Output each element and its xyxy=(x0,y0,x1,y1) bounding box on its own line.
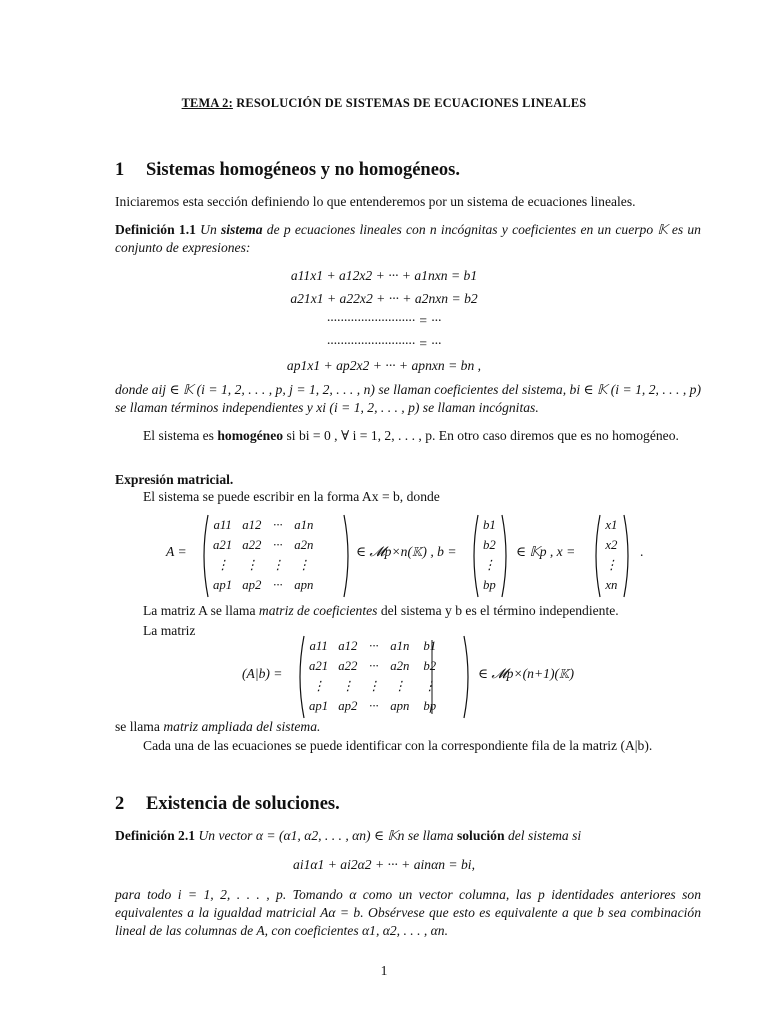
equation-system xyxy=(0,265,768,378)
vector-cell: ⋮ xyxy=(605,558,618,572)
definition-1-1-text-a: Un xyxy=(195,222,221,237)
vector-cell: b2 xyxy=(483,538,496,552)
matrix-cell: a11 xyxy=(309,639,328,653)
section-2-number: 2 xyxy=(115,794,125,814)
document-header xyxy=(0,95,768,111)
vector-b-space: ∈ 𝕂p , x = xyxy=(516,544,576,559)
matrix-cell: ⋮ xyxy=(423,679,437,693)
matrix-cell: ··· xyxy=(273,578,283,592)
matrix-cell: a12 xyxy=(242,518,262,532)
matrix-cell: a12 xyxy=(338,639,358,653)
matrix-cell: apn xyxy=(390,699,410,713)
section-1-heading xyxy=(115,158,460,182)
equation-line: a11x1 + a12x2 + ··· + a1nxn = b1 xyxy=(290,268,478,283)
definition-1-1-bold: sistema xyxy=(220,222,263,237)
augmented-space: ∈ 𝓜p×(n+1)(𝕂) xyxy=(478,666,574,681)
equation-line: a21x1 + a22x2 + ··· + a2nxn = b2 xyxy=(290,290,478,306)
vector-cell: b1 xyxy=(483,518,496,532)
matrix-cell: ap2 xyxy=(242,578,262,592)
matrix-cell: ⋮ xyxy=(245,558,259,572)
matrix-cell: ⋮ xyxy=(312,679,325,693)
matrix-cell: ap1 xyxy=(309,699,329,713)
matrix-cell: a11 xyxy=(213,518,232,532)
ampliada-line xyxy=(115,718,701,736)
matrix-cell: ··· xyxy=(369,659,379,673)
matrix-cell: ap2 xyxy=(338,699,358,713)
definition-2-1-continuation: para todo i = 1, 2, . . . , p. Tomando α como un vector columna, las p identidades anteriores son equivalentes a la igualdad matricial Aα = b. Obsérvese que esto es equivalente a que b sea combinación lineal de las columnas de A, con coeficientes α1, α2, . . . , αn. xyxy=(115,887,701,938)
matrix-cell: bp xyxy=(423,699,437,713)
matrix-a-space: ∈ 𝓜p×n(𝕂) , b = xyxy=(356,544,457,559)
matrix-cell: ⋮ xyxy=(297,558,311,572)
section-2-title: Existencia de soluciones. xyxy=(146,794,340,814)
matrix-a-label: A = xyxy=(166,544,187,559)
page-number: 1 xyxy=(380,963,388,978)
ampliada-italic: matriz ampliada del sistema. xyxy=(163,719,321,734)
matrix-cell: a1n xyxy=(294,518,314,532)
matrix-cell: ··· xyxy=(369,699,379,713)
definition-1-1 xyxy=(115,221,701,257)
matrix-cell: ··· xyxy=(273,518,283,532)
matrix-cell: a2n xyxy=(390,659,410,673)
matricial-heading: Expresión matricial. xyxy=(115,472,234,487)
vector-cell: ⋮ xyxy=(483,558,496,572)
solution-equation: ai1α1 + ai2α2 + ··· + ainαn = bi, xyxy=(293,857,475,872)
definition-1-1-text-b: de p ecuaciones lineales con n incógnitas y coeficientes en un cuerpo 𝕂 es un conjunto de expresiones: xyxy=(115,222,701,255)
matrix-cell: b1 xyxy=(423,639,437,653)
coefficient-paragraph xyxy=(115,602,701,620)
matrix-cell: apn xyxy=(294,578,314,592)
definition-1-1-label: Definición 1.1 xyxy=(115,222,196,237)
matrix-cell: a21 xyxy=(309,659,329,673)
coefficient-text-b: del sistema y b es el término independiente. xyxy=(377,603,619,618)
matrix-cell: ··· xyxy=(369,639,379,653)
section-2-heading xyxy=(115,792,340,816)
definition-2-1 xyxy=(115,827,701,845)
ampliada-text: se llama xyxy=(115,719,164,734)
definition-1-1-continuation: donde aij ∈ 𝕂 (i = 1, 2, . . . , p, j = 1, 2, . . . , n) se llaman coeficientes del sistema, bi ∈ 𝕂 (i = 1, 2, . . . , p) se llaman términos independientes y xi (i = 1, 2, . . . , p) se llaman incógnitas. xyxy=(115,382,701,415)
homogeneous-text-a: El sistema es xyxy=(143,428,218,443)
definition-2-1-label: Definición 2.1 xyxy=(115,828,196,843)
homogeneous-paragraph xyxy=(115,427,701,445)
equation-line: ap1x1 + ap2x2 + ··· + apnxn = bn , xyxy=(286,358,482,374)
definition-2-1-text-a: Un vector α = (α1, α2, . . . , αn) ∈ 𝕂n se llama xyxy=(195,828,457,843)
matrix-cell: b2 xyxy=(423,659,437,673)
homogeneous-bold: homogéneo xyxy=(217,428,284,443)
homogeneous-text-b: si bi = 0 , ∀ i = 1, 2, . . . , p. En otro caso diremos que es no homogéneo. xyxy=(283,428,679,443)
augmented-label: (A|b) = xyxy=(242,666,283,681)
coefficient-text-a: La matriz A se llama xyxy=(143,603,259,618)
matrix-cell: a2n xyxy=(294,538,314,552)
definition-2-1-text-b: del sistema si xyxy=(504,828,582,843)
definition-2-1-bold: solución xyxy=(456,828,505,843)
matrix-cell: ⋮ xyxy=(271,558,285,572)
header-prefix: TEMA 2: xyxy=(181,96,233,110)
vector-cell: bp xyxy=(483,578,496,592)
coefficient-italic: matriz de coeficientes xyxy=(258,603,378,618)
matrix-cell: a22 xyxy=(242,538,262,552)
matrix-cell: a22 xyxy=(338,659,358,673)
matrix-cell: ⋮ xyxy=(393,679,407,693)
header-title: RESOLUCIÓN DE SISTEMAS DE ECUACIONES LINEALES xyxy=(232,96,587,110)
matrix-cell: ··· xyxy=(273,538,283,552)
section-1-title: Sistemas homogéneos y no homogéneos. xyxy=(146,160,460,180)
intro-paragraph: Iniciaremos esta sección definiendo lo que entenderemos por un sistema de ecuaciones lineales. xyxy=(115,194,636,209)
vector-cell: xn xyxy=(605,578,618,592)
vector-cell: x1 xyxy=(605,518,618,532)
matrix-row-end: . xyxy=(640,544,644,559)
matricial-line: El sistema se puede escribir en la forma Ax = b, donde xyxy=(143,489,440,504)
matrix-cell: a1n xyxy=(390,639,410,653)
matrix-cell: ⋮ xyxy=(341,679,355,693)
la-matriz-line: La matriz xyxy=(143,623,196,638)
matrix-cell: ⋮ xyxy=(216,558,229,572)
cada-una-paragraph: Cada una de las ecuaciones se puede identificar con la correspondiente fila de la matriz (A|b). xyxy=(143,738,653,753)
equation-line: ·························· = ··· xyxy=(326,313,442,329)
vector-cell: x2 xyxy=(605,538,618,552)
equation-line: ·························· = ··· xyxy=(326,335,442,351)
matrix-cell: ⋮ xyxy=(367,679,381,693)
section-1-number: 1 xyxy=(115,160,125,180)
matrix-cell: a21 xyxy=(213,538,233,552)
matrix-cell: ap1 xyxy=(213,578,233,592)
